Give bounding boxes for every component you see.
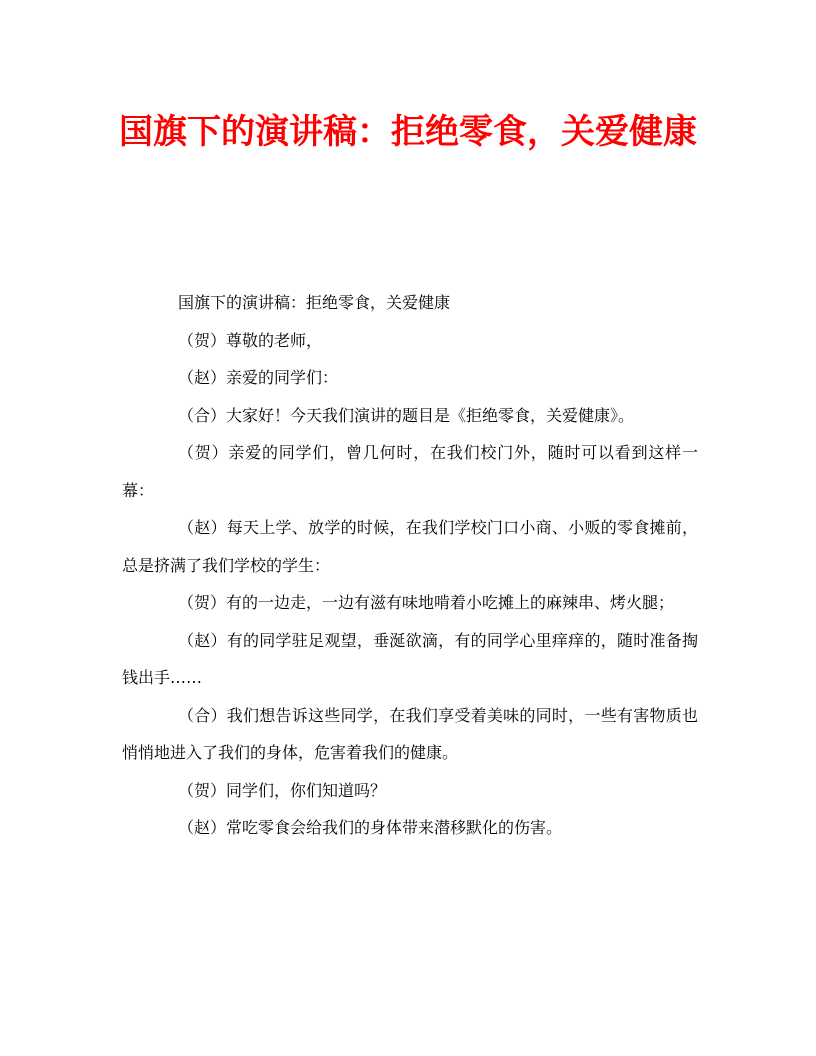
body-paragraph: （赵）有的同学驻足观望，垂涎欲滴，有的同学心里痒痒的，随时准备掏钱出手…… [122,630,698,687]
body-paragraph-heading: 国旗下的演讲稿：拒绝零食，关爱健康 [178,293,451,312]
body-paragraph: （贺）有的一边走，一边有滋有味地啃着小吃摊上的麻辣串、烤火腿； [178,593,675,612]
body-paragraph: （赵）亲爱的同学们： [178,368,339,387]
body-paragraph: （贺）同学们，你们知道吗？ [178,780,387,800]
body-paragraph: （赵）每天上学、放学的时候，在我们学校门口小商、小贩的零食摊前，总是挤满了我们学校的学生： [122,518,698,575]
body-paragraph: （合）大家好！今天我们演讲的题目是《拒绝零食，关爱健康》。 [178,405,635,425]
document-title: 国旗下的演讲稿：拒绝零食，关爱健康 [119,112,697,152]
body-paragraph: （赵）常吃零食会给我们的身体带来潜移默化的伤害。 [178,818,563,837]
body-paragraph: （合）我们想告诉这些同学，在我们享受着美味的同时，一些有害物质也悄悄地进入了我们的身体，危害着我们的健康。 [122,705,698,762]
body-paragraph: （贺）尊敬的老师， [178,330,323,350]
document-body [122,284,698,847]
body-paragraph: （贺）亲爱的同学们，曾几何时，在我们校门外，随时可以看到这样一幕： [122,443,698,500]
